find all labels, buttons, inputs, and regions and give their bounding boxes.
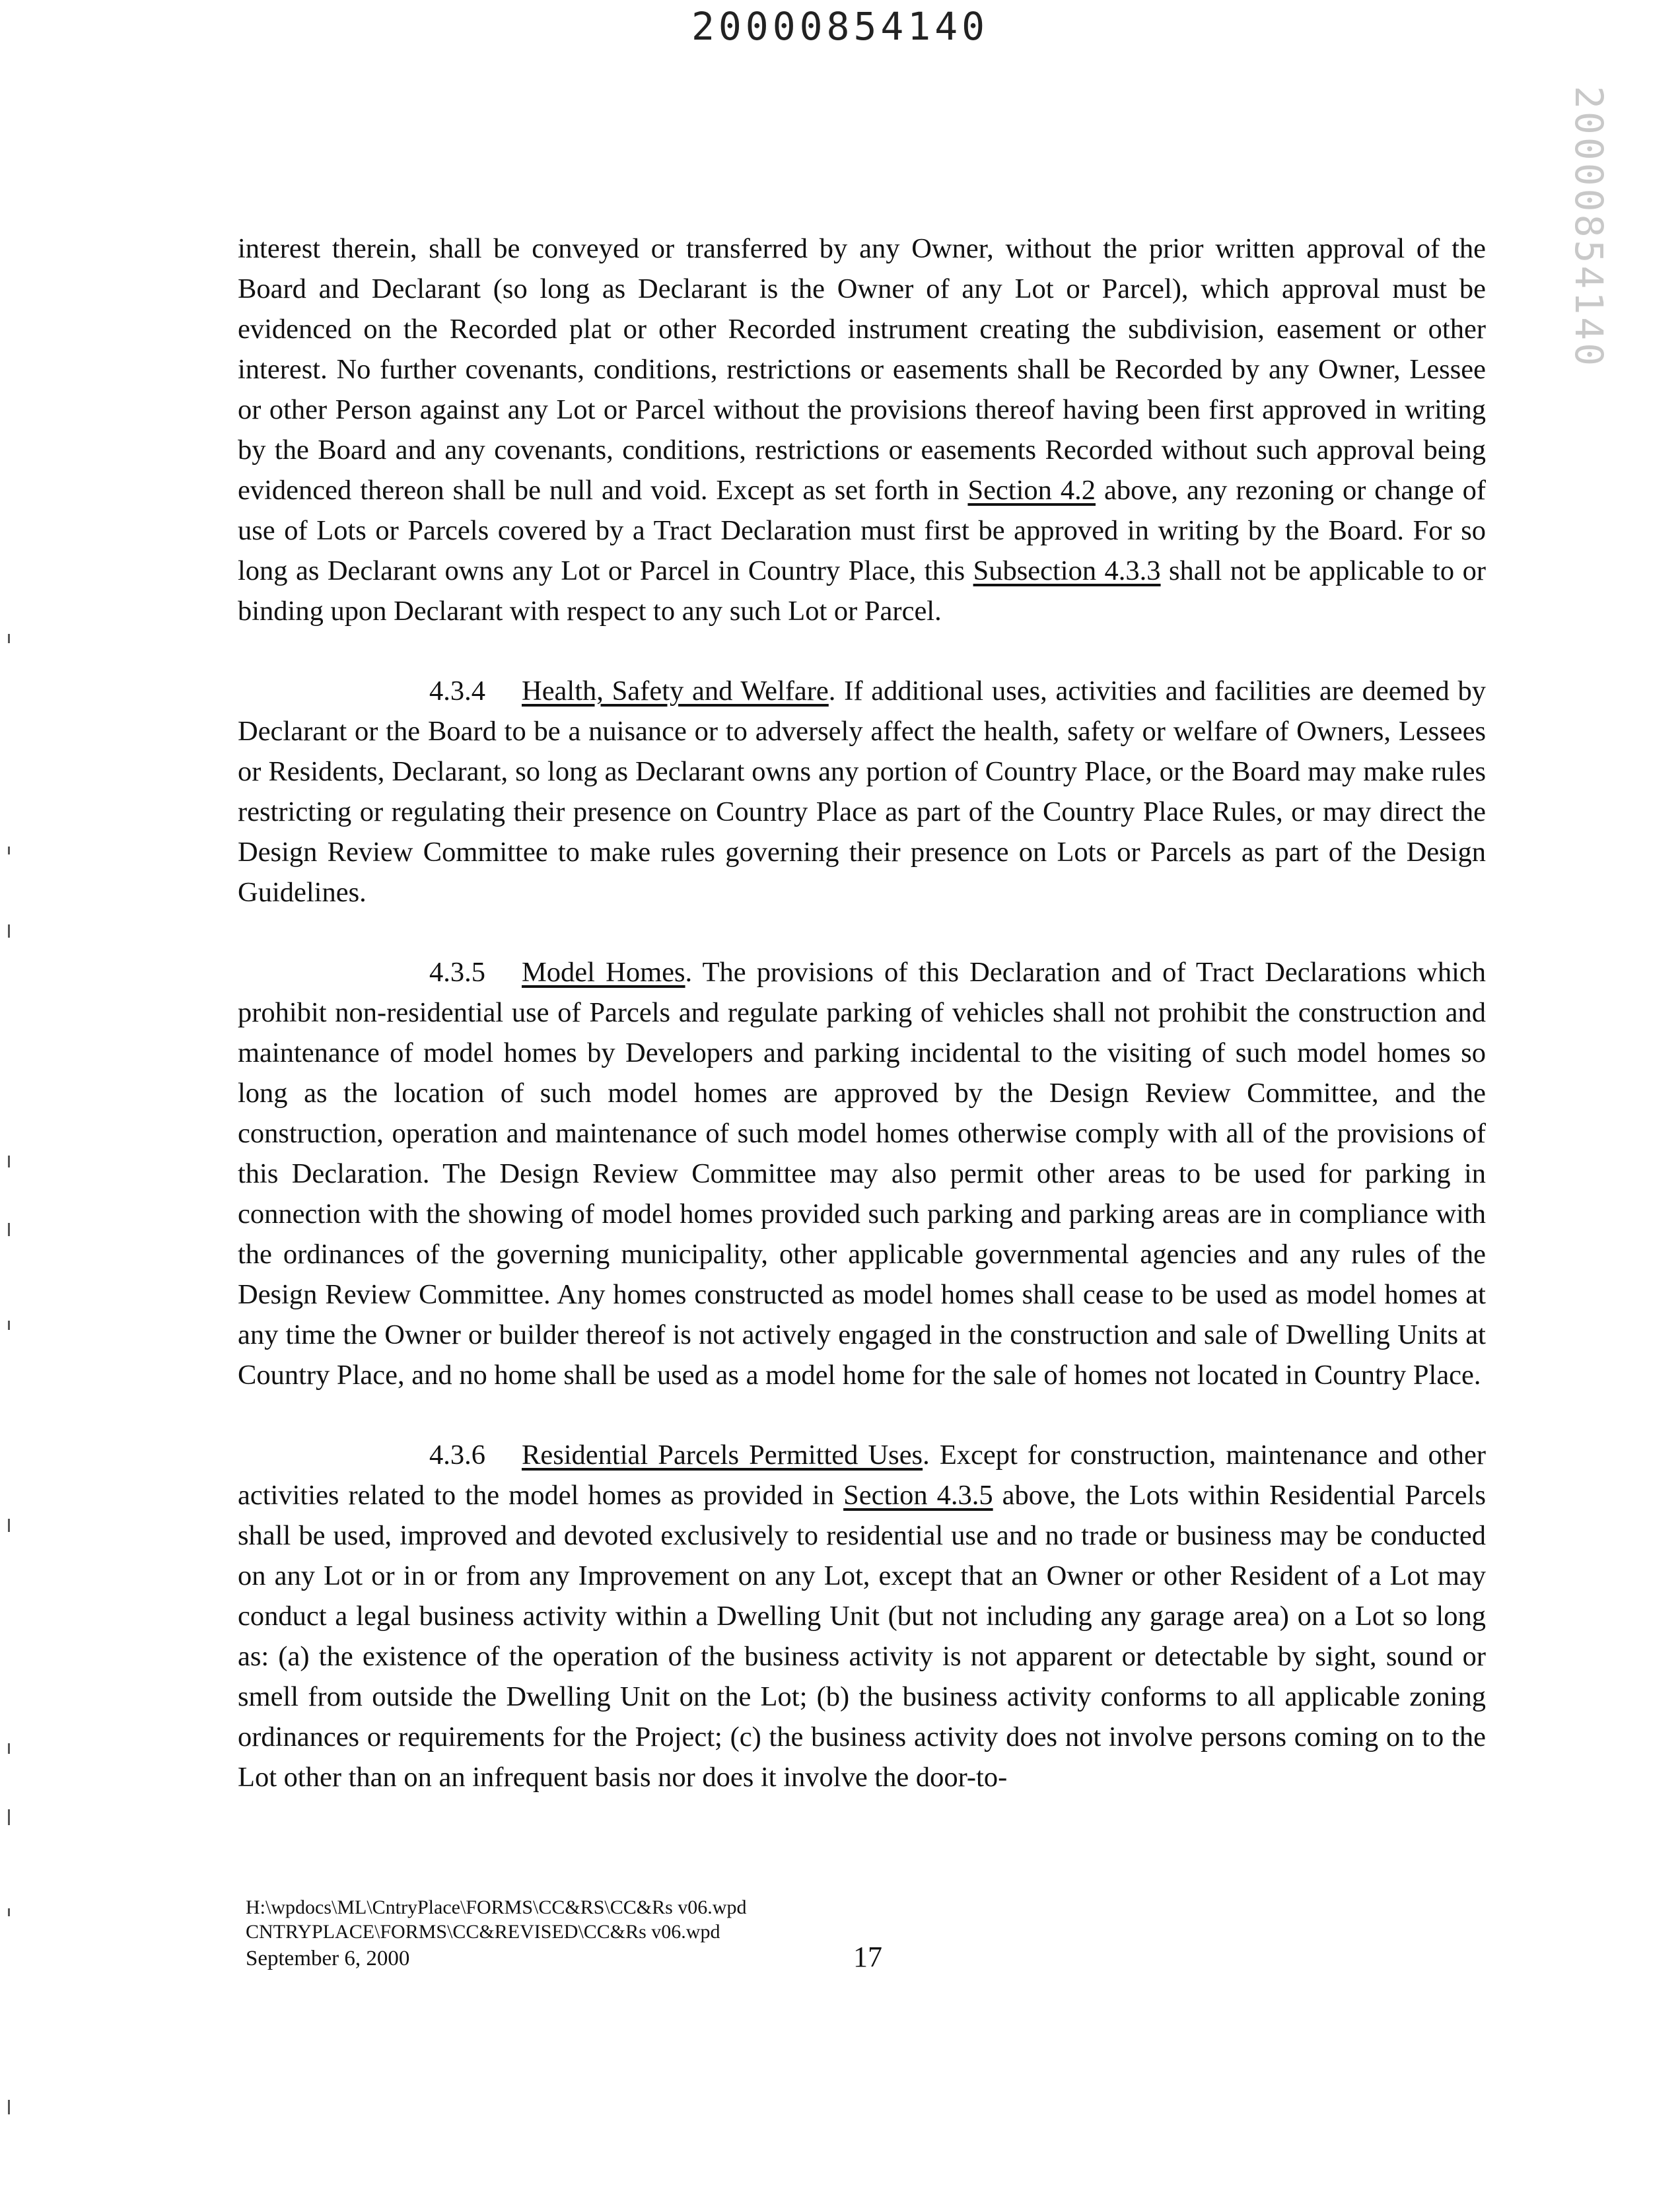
margin-mark	[8, 634, 10, 643]
margin-mark	[8, 1743, 10, 1754]
margin-mark	[8, 1223, 10, 1236]
margin-mark	[8, 1519, 10, 1532]
margin-marks	[0, 0, 26, 2187]
paragraph-text: interest therein, shall be conveyed or transferred by any Owner, without the prior written approval of the Board and Declarant (so long as Declarant is the Owner of any Lot or Parcel), which approval must be evidenced on the Recorded plat or other Recorded instrument creating the subdivision, easement or other interest. No further covenants, conditions, restrictions or easements shall be Recorded by any Owner, Lessee or other Person against any Lot or Parcel without the provisions thereof having been first approved in writing by the Board and any covenants, conditions, restrictions or easements Recorded without such approval being evidenced thereon shall be null and void. Except as set forth in	[238, 233, 1486, 506]
page-number: 17	[853, 1941, 882, 1973]
footer-date: September 6, 2000	[246, 1947, 410, 1970]
paragraph-4-3-3-continued	[238, 228, 1486, 631]
section-reference: Section 4.3.5	[843, 1480, 993, 1511]
section-text: above, the Lots within Residential Parcels shall be used, improved and devoted exclusively to residential use and no trade or business may be conducted on any Lot or in or from any Improvement on any Lot, except that an Owner or other Resident of a Lot may conduct a legal business activity within a Dwelling Unit (but not including any garage area) on a Lot so long as: (a) the existence of the operation of the business activity is not apparent or detectable by sight, sound or smell from outside the Dwelling Unit on the Lot; (b) the business activity conforms to all applicable zoning ordinances or requirements for the Project; (c) the business activity does not involve persons coming on to the Lot other than on an infrequent basis nor does it involve the door-to-	[238, 1480, 1486, 1793]
margin-mark	[8, 924, 10, 938]
document-number: 20000854140	[691, 4, 989, 49]
file-path-1: H:\wpdocs\ML\CntryPlace\FORMS\CC&RS\CC&Rs v06.wpd	[246, 1896, 747, 1918]
section-number: 4.3.6	[429, 1440, 485, 1471]
paragraph-text: above, any rezoning or change of use of Lots or Parcels covered by a Tract Declaration must first be approved in writing by the Board. For so long as Declarant owns any Lot or Parcel in Country Place, this	[238, 475, 1486, 586]
file-path-2: CNTRYPLACE\FORMS\CC&REVISED\CC&Rs v06.wpd	[246, 1921, 720, 1943]
section-number: 4.3.4	[429, 676, 485, 707]
section-heading: Health, Safety and Welfare	[522, 676, 829, 707]
margin-mark	[8, 1908, 10, 1916]
section-number: 4.3.5	[429, 957, 485, 988]
section-4-3-5	[238, 952, 1486, 1395]
section-reference: Section 4.2	[967, 475, 1096, 506]
section-text: . If additional uses, activities and facilities are deemed by Declarant or the Board to be a nuisance or to adversely affect the health, safety or welfare of Owners, Lessees or Residents, Declarant, so long as Declarant owns any portion of Country Place, or the Board may make rules restricting or regulating their presence on Country Place as part of the Country Place Rules, or may direct the Design Review Committee to make rules governing their presence on Lots or Parcels as part of the Design Guidelines.	[238, 676, 1487, 908]
section-text: . Except for construction, maintenance and other activities related to the model homes as provided in	[238, 1440, 1486, 1511]
section-4-3-4	[238, 671, 1486, 913]
paragraph-text: shall not be applicable to or binding upon Declarant with respect to any such Lot or Parcel.	[238, 555, 1487, 627]
section-4-3-6	[238, 1435, 1486, 1797]
margin-mark	[8, 1156, 10, 1167]
section-text: . The provisions of this Declaration and of Tract Declarations which prohibit non-residential use of Parcels and regulate parking of vehicles shall not prohibit the construction and maintenance of model homes by Developers and parking incidental to the visiting of such model homes so long as the location of such model homes are approved by the Design Review Committee, and the construction, operation and maintenance of such model homes otherwise comply with all of the provisions of this Declaration. The Design Review Committee may also permit other areas to be used for parking in connection with the showing of model homes provided such parking and parking areas are in compliance with the ordinances of the governing municipality, other applicable governmental agencies and any rules of the Design Review Committee. Any homes constructed as model homes shall cease to be used as model homes at any time the Owner or builder thereof is not actively engaged in the construction and sale of Dwelling Units at Country Place, and no home shall be used as a model home for the sale of homes not located in Country Place.	[238, 957, 1486, 1391]
margin-mark	[8, 1809, 10, 1825]
section-heading: Model Homes	[522, 957, 685, 988]
footer	[246, 1895, 746, 1971]
document-body	[238, 228, 1486, 1837]
margin-mark	[8, 2100, 10, 2114]
section-heading: Residential Parcels Permitted Uses	[522, 1440, 923, 1471]
subsection-reference: Subsection 4.3.3	[973, 555, 1161, 586]
margin-mark	[8, 1321, 10, 1330]
margin-mark	[8, 847, 10, 854]
side-stamp: 20000854140	[1566, 86, 1611, 369]
